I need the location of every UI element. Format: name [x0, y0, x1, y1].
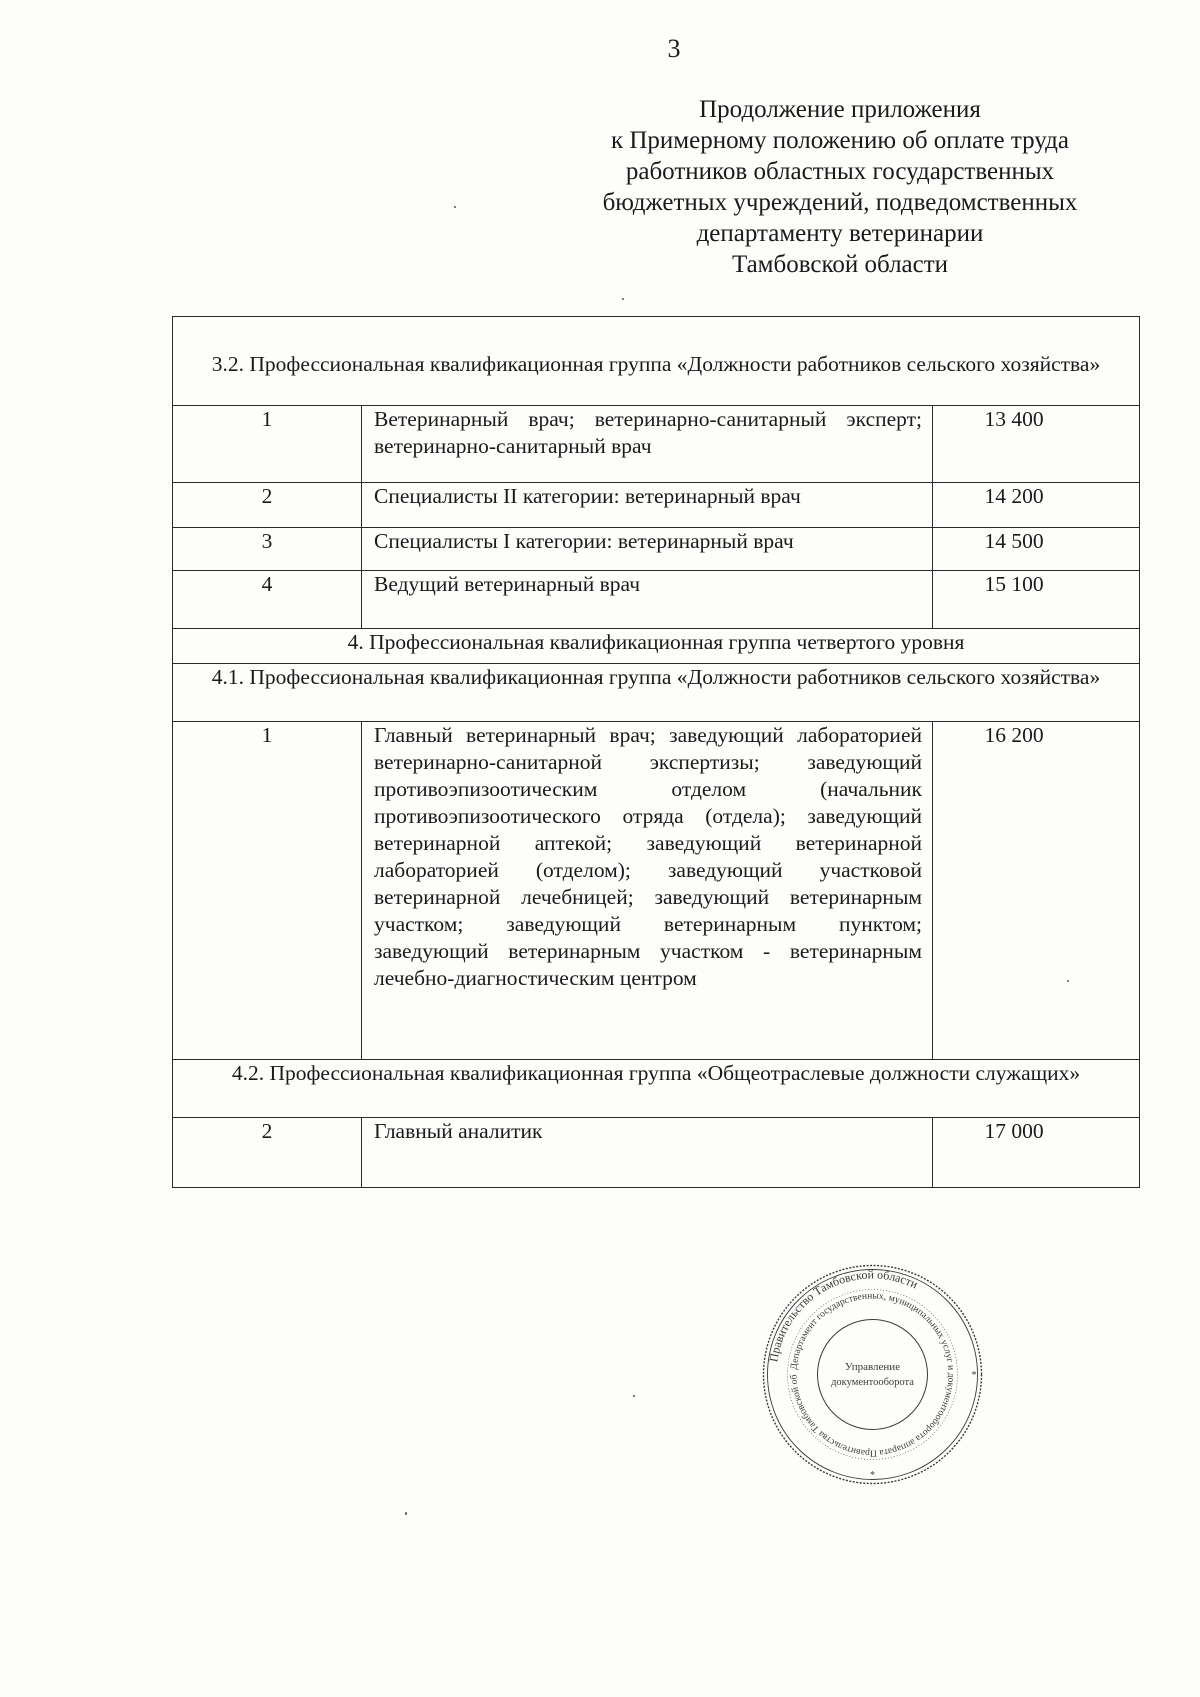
salary-value: 17 000 — [984, 1119, 1044, 1143]
seal-middle-text: Департамент государственных, муниципальных услуг и документооборота аппарата Правительства Тамбовской об — [788, 1290, 957, 1459]
table-row — [173, 483, 1140, 528]
table-row — [173, 571, 1140, 629]
level-cell: 2 — [173, 1118, 362, 1188]
seal-inner-ring — [818, 1320, 928, 1430]
table-row — [173, 722, 1140, 1060]
group-row-4-2 — [173, 1060, 1140, 1118]
positions-cell: Ветеринарный врач; ветеринарно-санитарный эксперт; ветеринарно-санитарный врач — [362, 406, 933, 483]
group-row-4 — [173, 629, 1140, 664]
positions-cell: Специалисты I категории: ветеринарный врач — [362, 528, 933, 571]
header-line: департаменту ветеринарии — [696, 220, 984, 247]
group-title: 4.2. Профессиональная квалификационная группа «Общеотраслевые должности служащих» — [173, 1060, 1140, 1118]
salary-cell — [933, 571, 1140, 629]
group-row-3-2 — [173, 317, 1140, 406]
positions-cell: Главный аналитик — [362, 1118, 933, 1188]
scan-speck — [405, 1512, 407, 1515]
salary-value: 15 100 — [984, 572, 1044, 596]
salary-value: 16 200 — [984, 723, 1044, 747]
positions-cell: Главный ветеринарный врач; заведующий лабораторией ветеринарно-санитарной экспертизы; заведующий противоэпизоотическим отделом (начальник противоэпизоотического отряда (отдела); заведующий ветеринарной аптекой; заведующий ветеринарной лабораторией (отделом); заведующий участковой ветеринарной лечебницей; заведующий ветеринарным участком; заведующий ветеринарным пунктом; заведующий ветеринарным участком - ветеринарным лечебно-диагностическим центром — [362, 722, 933, 1060]
official-seal — [760, 1262, 985, 1487]
group-row-4-1 — [173, 664, 1140, 722]
seal-center-line-1: Управление — [844, 1361, 901, 1373]
seal-outer-text: Правительство Тамбовской области — [766, 1267, 921, 1363]
salary-cell — [933, 483, 1140, 528]
level-cell: 3 — [173, 528, 362, 571]
seal-divider-ring — [788, 1290, 958, 1460]
header-line: бюджетных учреждений, подведомственных — [602, 189, 1078, 216]
level-cell: 2 — [173, 483, 362, 528]
appendix-header — [570, 94, 1110, 280]
level-cell: 1 — [173, 722, 362, 1060]
salary-value: 14 500 — [984, 529, 1044, 553]
header-line: к Примерному положению об оплате труда — [610, 127, 1070, 154]
salary-cell — [933, 722, 1140, 1060]
group-title: 3.2. Профессиональная квалификационная группа «Должности работников сельского хозяйства» — [173, 317, 1140, 406]
header-line: Продолжение приложения — [699, 96, 981, 123]
salary-table — [172, 316, 1140, 1188]
salary-value: 13 400 — [984, 407, 1044, 431]
scan-speck — [1067, 980, 1069, 982]
seal-star-right: * — [971, 1370, 977, 1381]
level-cell: 1 — [173, 406, 362, 483]
salary-cell — [933, 406, 1140, 483]
header-line: Тамбовской области — [731, 251, 949, 278]
scan-speck — [454, 206, 456, 208]
table-row — [173, 528, 1140, 571]
scan-speck — [622, 298, 624, 300]
level-cell: 4 — [173, 571, 362, 629]
seal-center-line-2: документооборота — [831, 1377, 914, 1388]
salary-cell — [933, 528, 1140, 571]
group-title: 4.1. Профессиональная квалификационная группа «Должности работников сельского хозяйства» — [173, 664, 1140, 722]
scan-speck — [633, 1395, 635, 1397]
seal-graphic — [760, 1262, 985, 1487]
salary-cell — [933, 1118, 1140, 1188]
page-number: 3 — [667, 34, 681, 63]
salary-value: 14 200 — [984, 484, 1044, 508]
positions-cell: Специалисты II категории: ветеринарный врач — [362, 483, 933, 528]
header-line: работников областных государственных — [625, 158, 1055, 185]
positions-cell: Ведущий ветеринарный врач — [362, 571, 933, 629]
group-title: 4. Профессиональная квалификационная группа четвертого уровня — [173, 629, 1140, 664]
seal-star-bottom: * — [870, 1470, 875, 1481]
table-row — [173, 406, 1140, 483]
table-row — [173, 1118, 1140, 1188]
